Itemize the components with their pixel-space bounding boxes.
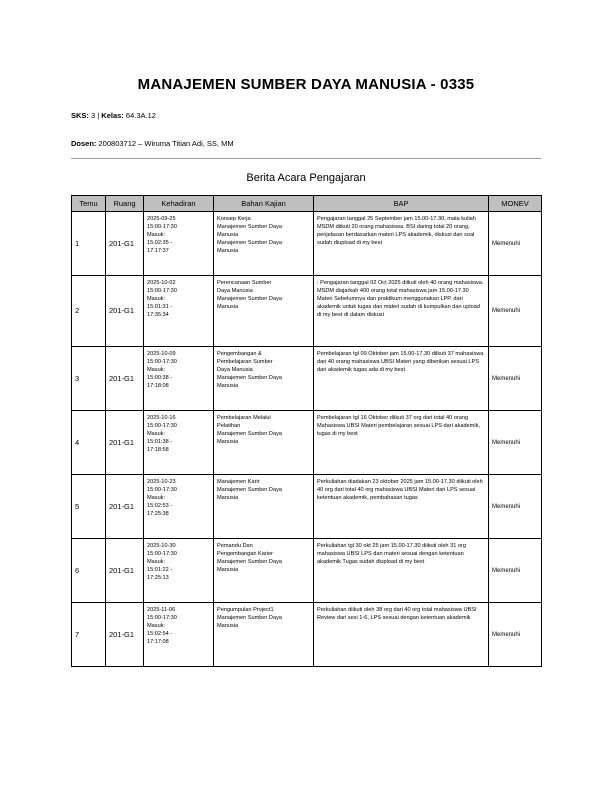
column-header-kehadiran: Kehadiran: [144, 196, 214, 212]
cell-monev: Memenuhi: [489, 212, 542, 276]
kehadiran-line: 15:00-17:30: [147, 288, 177, 294]
column-header-bahan-kajian: Bahan Kajian: [214, 196, 314, 212]
kehadiran-line: 15:00:38 -: [147, 375, 173, 381]
cell-temu: 4: [72, 411, 106, 475]
bahan-kajian-line: Manajemen Sumber Daya: [217, 296, 282, 302]
cell-ruang: 201-G1: [106, 212, 144, 276]
column-header-bap: BAP: [314, 196, 489, 212]
kehadiran-line: 2025-10-16: [147, 415, 176, 421]
kehadiran-line: 15:00-17:30: [147, 487, 177, 493]
cell-kehadiran: [144, 411, 214, 475]
cell-temu: 3: [72, 347, 106, 411]
divider: [71, 158, 541, 159]
bahan-kajian-line: Manusia: [217, 383, 239, 389]
sks-label: SKS:: [71, 111, 89, 120]
cell-bahan-kajian: [214, 603, 314, 667]
kehadiran-line: 15:01:31 -: [147, 304, 173, 310]
table-row: [72, 276, 542, 347]
course-info: [71, 111, 156, 120]
cell-bahan-kajian: [214, 347, 314, 411]
dosen-value: 200803712 – Wiruma Titian Adi, SS, MM: [96, 139, 234, 148]
kehadiran-line: 15:00-17:30: [147, 423, 177, 429]
cell-ruang: 201-G1: [106, 475, 144, 539]
cell-kehadiran: [144, 347, 214, 411]
cell-ruang: 201-G1: [106, 603, 144, 667]
kehadiran-line: 15:01:38 -: [147, 439, 173, 445]
kehadiran-line: 17:25:38: [147, 511, 169, 517]
cell-kehadiran: [144, 539, 214, 603]
cell-monev: Memenuhi: [489, 411, 542, 475]
cell-monev: Memenuhi: [489, 475, 542, 539]
table-row: [72, 603, 542, 667]
cell-bap: : Pengajaran tanggal 02 Oct 2025 diikuti oleh 40 orang mahasiswa. MSDM diajarkah 400 orang total mahasiswa jam 15.00-17.30 Materi Sebelumnya dan praktikum menggunakan LPP, dari akademik untuk tugas dan materi sudah di kumpulkan dan upload di my best di dalam diskusi: [314, 276, 489, 347]
cell-temu: 1: [72, 212, 106, 276]
kehadiran-line: Masuk:: [147, 559, 166, 565]
cell-bap: Perkuliahan tgl 30 okt 25 jam 15.00-17.30 diikuti oleh 31 org mahasiswa UBSI LPS dan materi sesuai dengan ketentuan akademik Tugas sudah diupload di my best: [314, 539, 489, 603]
kehadiran-line: 15:02:53 -: [147, 503, 173, 509]
cell-monev: Memenuhi: [489, 539, 542, 603]
bahan-kajian-line: Manusia: [217, 623, 239, 629]
kehadiran-line: Masuk:: [147, 431, 166, 437]
bahan-kajian-line: Konsep Kerja: [217, 216, 251, 222]
table-row: [72, 212, 542, 276]
cell-bap: Perkuliahan diadakan 23 oktober 2025 jam 15.00-17.30 diikuti oleh 40 org dari total 40 org mahasiswa UBSI Materi dari LPS sesuai ketentuan akademik, pembahasan tugas: [314, 475, 489, 539]
kehadiran-line: 17:17:08: [147, 639, 169, 645]
bahan-kajian-line: Daya Manusia: [217, 288, 253, 294]
bahan-kajian-line: Manajemen Sumber Daya: [217, 615, 282, 621]
kehadiran-line: 17:18:08: [147, 383, 169, 389]
bahan-kajian-line: Manusia: [217, 439, 239, 445]
kehadiran-line: Masuk:: [147, 495, 166, 501]
document-title: MANAJEMEN SUMBER DAYA MANUSIA - 0335: [137, 76, 475, 93]
sks-value: 3 |: [88, 111, 102, 120]
cell-bap: Pembelajaran tgl 09 Oktober jam 15.00-17.30 diikuti 37 mahasiswa dari 40 orang mahasiswa UBSI Materi yang diberikan sesuai LPS dari akademik tugas ada di my best: [314, 347, 489, 411]
cell-ruang: 201-G1: [106, 276, 144, 347]
kehadiran-line: 17:17:37: [147, 248, 169, 254]
bahan-kajian-line: Manajemen Sumber Daya: [217, 240, 282, 246]
bahan-kajian-line: Manajemen Sumber Daya: [217, 224, 282, 230]
cell-monev: Memenuhi: [489, 603, 542, 667]
bahan-kajian-line: Manusia: [217, 304, 239, 310]
kehadiran-line: 2025-10-09: [147, 351, 176, 357]
kehadiran-line: 15:02:54 -: [147, 631, 173, 637]
bahan-kajian-line: Manajemen Sumber Daya: [217, 559, 282, 565]
bahan-kajian-line: Manusia: [217, 495, 239, 501]
cell-bahan-kajian: [214, 475, 314, 539]
bahan-kajian-line: Manusia: [217, 232, 239, 238]
kehadiran-line: 2025-11-06: [147, 607, 176, 613]
cell-bahan-kajian: [214, 212, 314, 276]
cell-ruang: 201-G1: [106, 347, 144, 411]
cell-bahan-kajian: [214, 276, 314, 347]
kehadiran-line: 2025-10-30: [147, 543, 176, 549]
bahan-kajian-line: Manajemen Karir: [217, 479, 260, 485]
cell-bap: Perkuliahan diikuti oleh 38 org dari 40 org total mahasiswa UBSI Review dari sesi 1-6, LPS sesuai dengan ketentuan akademik: [314, 603, 489, 667]
cell-temu: 5: [72, 475, 106, 539]
bahan-kajian-line: Manajemen Sumber Daya: [217, 375, 282, 381]
table-row: [72, 539, 542, 603]
cell-kehadiran: [144, 212, 214, 276]
bahan-kajian-line: Pengembangan &: [217, 351, 262, 357]
cell-monev: Memenuhi: [489, 347, 542, 411]
bahan-kajian-line: Daya Manusia: [217, 367, 253, 373]
kehadiran-line: Masuk:: [147, 367, 166, 373]
cell-kehadiran: [144, 276, 214, 347]
column-header-temu: Temu: [72, 196, 106, 212]
attendance-table: [71, 195, 542, 667]
kehadiran-line: 15:02:35 -: [147, 240, 173, 246]
kehadiran-line: 2025-09-25: [147, 216, 176, 222]
kehadiran-line: 2025-10-02: [147, 280, 176, 286]
kelas-label: Kelas:: [101, 111, 124, 120]
cell-bahan-kajian: [214, 411, 314, 475]
cell-temu: 7: [72, 603, 106, 667]
bahan-kajian-line: Pelatihan: [217, 423, 241, 429]
kehadiran-line: 17:35:34: [147, 312, 169, 318]
bahan-kajian-line: Pembelajaran Melalui: [217, 415, 271, 421]
cell-temu: 6: [72, 539, 106, 603]
bahan-kajian-line: Manusia: [217, 567, 239, 573]
kehadiran-line: 15:00-17:30: [147, 359, 177, 365]
kehadiran-line: 15:00-17:30: [147, 615, 177, 621]
dosen-label: Dosen:: [71, 139, 97, 148]
bahan-kajian-line: Pengumpulan Project1: [217, 607, 274, 613]
kehadiran-line: 15:00-17:30: [147, 551, 177, 557]
cell-monev: Memenuhi: [489, 276, 542, 347]
kehadiran-line: Masuk:: [147, 623, 166, 629]
cell-bap: Pembelajaran tgl 16 Oktober diikuti 37 org dari total 40 orang Mahasiswa UBSI Materi pembelajaran sesuai LPS dari akademik, tugas di my best: [314, 411, 489, 475]
column-header-monev: MONEV: [489, 196, 542, 212]
kelas-value: 64.3A.12: [123, 111, 156, 120]
kehadiran-line: Masuk:: [147, 232, 166, 238]
kehadiran-line: 17:25:13: [147, 575, 169, 581]
bahan-kajian-line: Manajemen Sumber Daya: [217, 487, 282, 493]
table-row: [72, 347, 542, 411]
bahan-kajian-line: Perencanaan Sumber: [217, 280, 272, 286]
section-title: Berita Acara Pengajaran: [246, 172, 366, 184]
kehadiran-line: 15:00-17:30: [147, 224, 177, 230]
cell-ruang: 201-G1: [106, 411, 144, 475]
cell-kehadiran: [144, 475, 214, 539]
cell-bap: Pengajaran tanggal 25 September jam 15.00-17.30, mata kuliah MSDM diikuti 20 orang mahasiswa. BSI daring total 20 orang, penjelasan berdasarkan materi LPS akademik, diskusi dan soal sudah diupload di my best: [314, 212, 489, 276]
bahan-kajian-line: Manajemen Sumber Daya: [217, 431, 282, 437]
bahan-kajian-line: Pemandu Dan: [217, 543, 253, 549]
kehadiran-line: 2025-10-23: [147, 479, 176, 485]
lecturer-info: [71, 139, 234, 148]
cell-bahan-kajian: [214, 539, 314, 603]
column-header-ruang: Ruang: [106, 196, 144, 212]
kehadiran-line: 17:18:58: [147, 447, 169, 453]
bahan-kajian-line: Manusia: [217, 248, 239, 254]
cell-temu: 2: [72, 276, 106, 347]
cell-ruang: 201-G1: [106, 539, 144, 603]
bahan-kajian-line: Pengembangan Karier: [217, 551, 273, 557]
bahan-kajian-line: Pembelajaran Sumber: [217, 359, 273, 365]
cell-kehadiran: [144, 603, 214, 667]
table-row: [72, 411, 542, 475]
table-header-row: [72, 196, 542, 212]
kehadiran-line: 15:01:22 -: [147, 567, 173, 573]
table-row: [72, 475, 542, 539]
kehadiran-line: Masuk:: [147, 296, 166, 302]
